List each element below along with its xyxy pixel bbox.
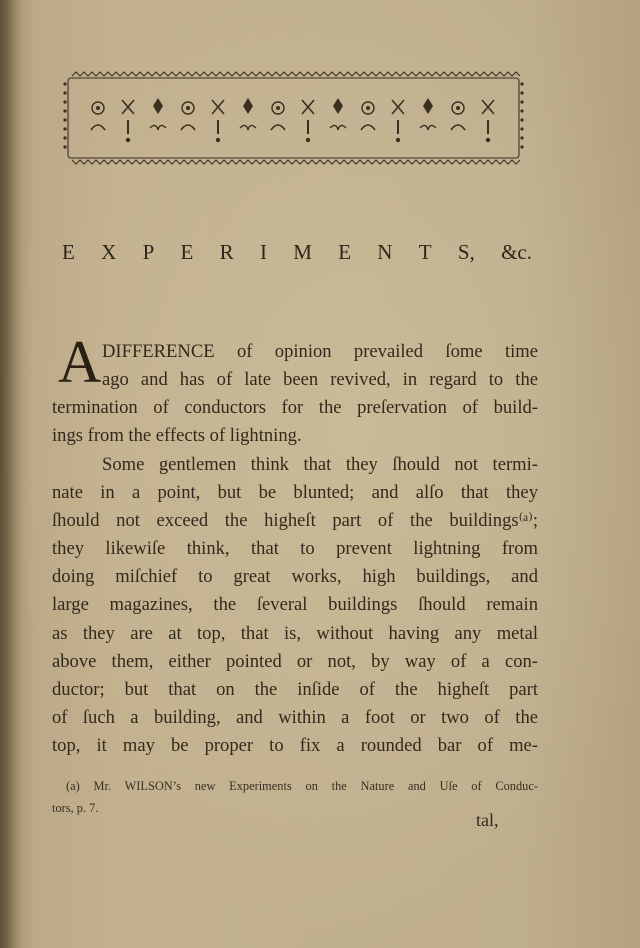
heading-letter: N — [377, 240, 393, 264]
body-line: DIFFERENCE of opinion prevailed ſome time — [102, 341, 538, 362]
drop-cap: A — [58, 329, 102, 395]
body-line: doing miſchief to great works, high buildings, and — [52, 566, 538, 587]
footnote-line: tors, p. 7. — [52, 801, 99, 815]
heading-letter: I — [259, 240, 267, 264]
catchword: tal, — [476, 810, 499, 830]
heading-letter: S, — [457, 240, 475, 264]
heading-letter: &c. — [501, 240, 532, 264]
body-line: ago and has of late been revived, in regard to the — [102, 369, 538, 390]
body-line: termination of conductors for the preſervation of build- — [52, 397, 538, 418]
heading-letter: M — [293, 240, 312, 264]
heading-letter: E — [338, 240, 352, 264]
heading-letter: E — [180, 240, 194, 264]
body-line: above them, either pointed or not, by way of a con- — [52, 651, 538, 672]
footnote-line: (a) Mr. WILSON’s new Experiments on the Nature and Uſe of Conduc- — [66, 779, 538, 793]
page-gutter-shadow — [0, 0, 22, 948]
body-line: ings from the effects of lightning. — [52, 425, 302, 446]
body-line: ſhould not exceed the higheſt part of the buildings⁽ᵃ⁾; — [52, 510, 538, 531]
heading-letter: T — [418, 240, 432, 264]
heading-letter: X — [101, 240, 117, 264]
body-line: top, it may be proper to fix a rounded bar of me- — [52, 735, 538, 756]
body-line: Some gentlemen think that they ſhould not termi- — [102, 454, 538, 475]
body-line: nate in a point, but be blunted; and alſo that they — [52, 482, 538, 503]
body-line: they likewiſe think, that to prevent lightning from — [52, 538, 538, 559]
heading-letter: R — [219, 240, 234, 264]
decorative-headpiece-ornament — [62, 70, 525, 166]
body-line: large magazines, the ſeveral buildings ſhould remain — [52, 594, 538, 615]
body-line: as they are at top, that is, without having any metal — [52, 623, 538, 644]
heading-letter: E — [62, 240, 75, 264]
body-line: of ſuch a building, and within a foot or two of the — [52, 707, 538, 728]
heading-letter: P — [142, 240, 155, 264]
body-line: ductor; but that on the inſide of the higheſt part — [52, 679, 538, 700]
section-heading — [62, 240, 532, 265]
